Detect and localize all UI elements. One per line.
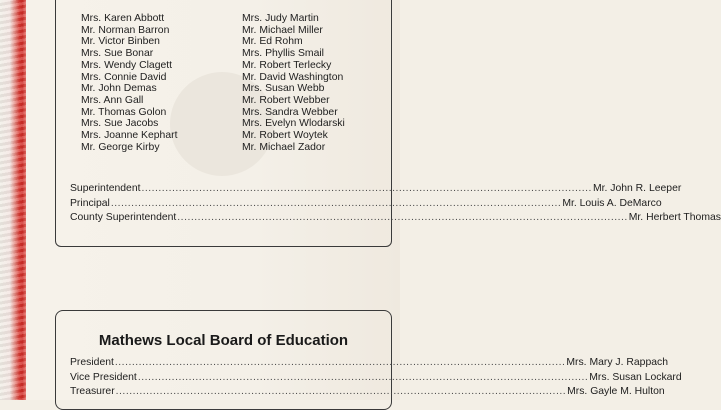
officer-title: Principal [70,197,110,209]
staff-name: Mrs. Sue Jacobs [81,118,159,130]
staff-name: Mrs. Phyllis Smail [242,48,324,60]
staff-name: Mrs. Joanne Kephart [81,130,178,142]
staff-name: Mr. John Demas [81,83,157,95]
staff-name: Mr. Michael Zador [242,141,326,153]
staff-name: Mrs. Evelyn Wlodarski [242,118,345,130]
officer-name: Mrs. Gayle M. Hulton [567,386,665,397]
officer-name: Mrs. Mary J. Rappach [566,357,668,368]
administration-list [70,182,721,226]
staff-name: Mr. Victor Binben [81,36,160,48]
staff-name: Mr. David Washington [242,71,344,83]
staff-name: Mr. Robert Terlecky [242,59,332,71]
staff-name: Mrs. Sandra Webber [242,106,338,118]
officer-name: Mr. John R. Leeper [592,183,682,194]
officer-title: Vice President [70,371,137,383]
staff-name: Mr. Norman Barron [81,24,170,36]
administration-row [70,211,721,226]
officer-title: Treasurer [70,386,115,397]
staff-name: Mr. Robert Webber [242,94,330,106]
officer-title: President [70,357,114,368]
staff-name: Mr. George Kirby [81,141,160,153]
staff-name: Mrs. Susan Webb [242,83,325,95]
staff-name: Mr. Robert Woytek [242,130,328,142]
leader-dots: ..................................................................................................................................... [114,357,566,368]
leader-dots: ..................................................................................................................................... [137,371,589,383]
staff-name: Mr. Ed Rohm [242,36,303,48]
red-binding-edge [0,0,26,400]
staff-name: Mr. Thomas Golon [81,106,167,118]
officer-name: Mr. Louis A. DeMarco [562,197,662,209]
leader-dots: ..................................................................................................................................... [115,386,567,397]
officer-name: Mrs. Susan Lockard [589,371,682,383]
staff-name: Mr. Michael Miller [242,24,323,36]
board-officer-row [70,385,665,400]
staff-name: Mrs. Judy Martin [242,13,319,24]
staff-name: Mrs. Sue Bonar [81,48,154,60]
staff-name: Mrs. Connie David [81,71,167,83]
officer-name: Mr. Herbert Thomas [628,212,721,223]
leader-dots: ..................................................................................................................................... [177,212,628,223]
staff-column-left [81,13,177,153]
staff-column-right [242,13,345,153]
leader-dots: ..................................................................................................................................... [110,197,562,209]
staff-name: Mrs. Wendy Clagett [81,59,173,71]
administration-row [70,182,682,197]
leader-dots: ..................................................................................................................................... [141,183,592,194]
officer-title: County Superintendent [70,212,177,223]
staff-name: Mrs. Ann Gall [81,94,144,106]
board-heading: Mathews Local Board of Education [98,332,349,349]
board-officer-row [70,371,682,386]
staff-name: Mrs. Karen Abbott [81,13,165,24]
officer-title: Superintendent [70,183,141,194]
board-officers-list [70,356,682,400]
board-officer-row [70,356,668,371]
administration-row [70,197,662,212]
